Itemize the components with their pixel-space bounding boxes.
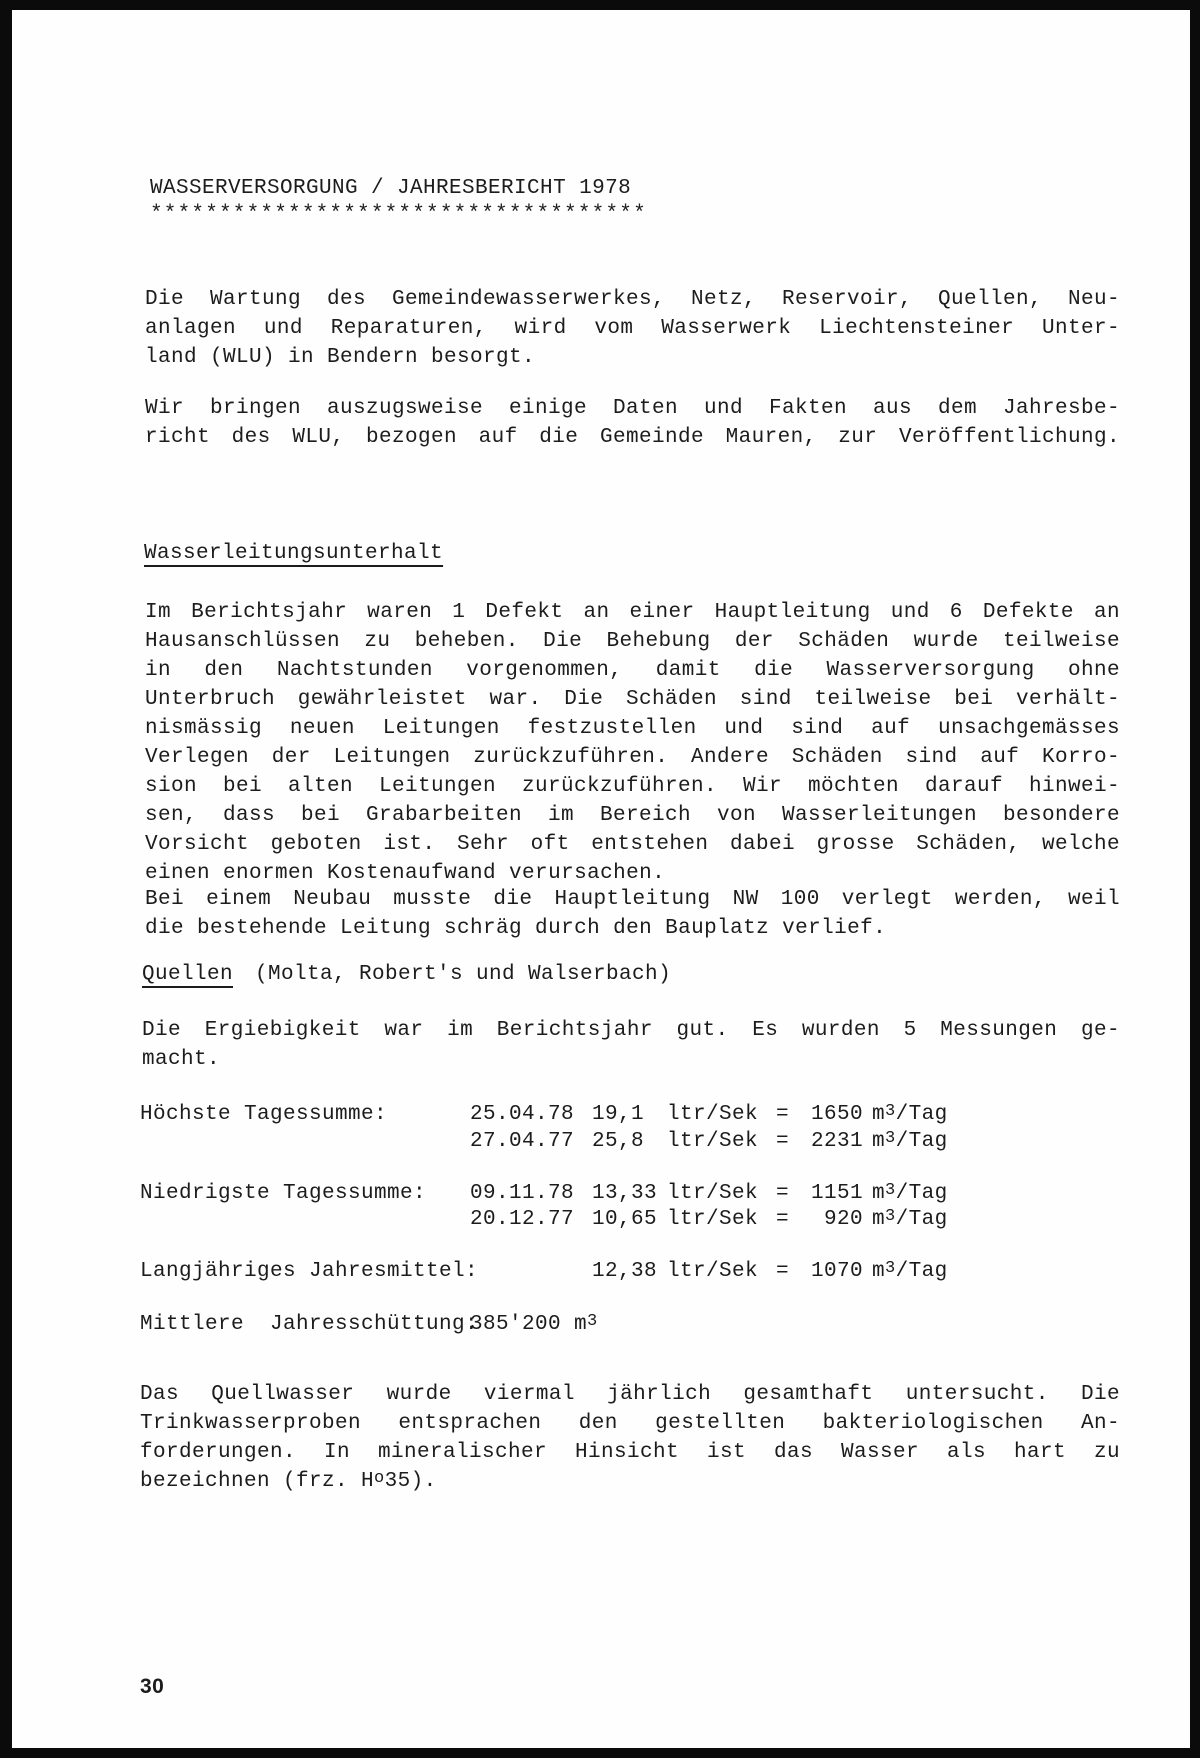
section1-paragraph-2: [145, 885, 1120, 943]
equals-sign: =: [776, 1130, 790, 1153]
flow-value: 19,1: [592, 1103, 645, 1126]
measurement-date: 20.12.77: [470, 1208, 575, 1231]
section2-paragraph-2: [140, 1380, 1120, 1496]
row-label: Langjähriges Jahresmittel:: [140, 1260, 479, 1283]
flow-unit: ltr/Sek: [667, 1182, 759, 1205]
text-line: forderungen. In mineralischer Hinsicht ist das Wasser als hart zu: [140, 1441, 1120, 1464]
text-line: Trinkwasserproben entsprachen den gestellten bakteriologischen An-: [140, 1412, 1120, 1435]
volume-unit: $m^3$/Tag: [872, 1259, 948, 1283]
text-line: sion bei alten Leitungen zurückzuführen. Wir möchten darauf hinwei-: [145, 775, 1120, 798]
equals-sign: =: [776, 1182, 790, 1205]
text-line: Die Wartung des Gemeindewasserwerkes, Netz, Reservoir, Quellen, Neu-: [145, 288, 1120, 311]
section1-paragraph-1: [145, 598, 1120, 888]
volume-value: 920: [823, 1208, 863, 1231]
mean-annual-flow-value: 385'200 $m^3$: [470, 1312, 598, 1336]
text-line: Im Berichtsjahr waren 1 Defekt an einer Hauptleitung und 6 Defekte an: [145, 601, 1120, 624]
volume-value: 1650: [810, 1103, 863, 1126]
section2-paragraph-1: [142, 1016, 1120, 1074]
intro-paragraph-1: [145, 285, 1120, 372]
section-heading-quellen: Quellen: [142, 963, 234, 986]
volume-value: 1151: [810, 1182, 863, 1205]
text-line: Das Quellwasser wurde viermal jährlich gesamthaft untersucht. Die: [140, 1383, 1120, 1406]
section-heading-wasserleitungsunterhalt: Wasserleitungsunterhalt: [144, 542, 444, 565]
text-line: Hausanschlüssen zu beheben. Die Behebung der Schäden wurde teilweise: [145, 630, 1120, 653]
flow-value: 25,8: [592, 1130, 645, 1153]
row-label: Niedrigste Tagessumme:: [140, 1182, 427, 1205]
flow-value: 13,33: [592, 1182, 658, 1205]
measurement-date: 27.04.77: [470, 1130, 575, 1153]
equals-sign: =: [776, 1260, 790, 1283]
text-line: anlagen und Reparaturen, wird vom Wasserwerk Liechtensteiner Unter-: [145, 317, 1120, 340]
flow-unit: ltr/Sek: [667, 1208, 759, 1231]
text-line: Die Ergiebigkeit war im Berichtsjahr gut. Es wurden 5 Messungen ge-: [142, 1019, 1120, 1042]
text-line: Verlegen der Leitungen zurückzuführen. Andere Schäden sind auf Korro-: [145, 746, 1120, 769]
equals-sign: =: [776, 1103, 790, 1126]
text-line: Bei einem Neubau musste die Hauptleitung NW 100 verlegt werden, weil: [145, 888, 1120, 911]
text-line: Unterbruch gewährleistet war. Die Schäden sind teilweise bei verhält-: [145, 688, 1120, 711]
volume-value: 2231: [810, 1130, 863, 1153]
volume-unit: $m^3$/Tag: [872, 1129, 948, 1153]
volume-unit: $m^3$/Tag: [872, 1207, 948, 1231]
equals-sign: =: [776, 1208, 790, 1231]
title-asterisk-rule: ************************************: [150, 203, 647, 226]
page-number: 30: [140, 1675, 165, 1698]
text-line: Wir bringen auszugsweise einige Daten und Fakten aus dem Jahresbe-: [145, 397, 1120, 420]
row-label: Höchste Tagessumme:: [140, 1103, 388, 1126]
flow-unit: ltr/Sek: [667, 1260, 759, 1283]
flow-value: 12,38: [592, 1260, 658, 1283]
mean-annual-flow-label: Mittlere Jahresschüttung:: [140, 1313, 479, 1336]
flow-unit: ltr/Sek: [667, 1130, 759, 1153]
volume-unit: $m^3$/Tag: [872, 1181, 948, 1205]
measurement-date: 09.11.78: [470, 1182, 575, 1205]
text-line: die bestehende Leitung schräg durch den Bauplatz verlief.: [145, 917, 887, 940]
text-line: sen, dass bei Grabarbeiten im Bereich von Wasserleitungen besondere: [145, 804, 1120, 827]
text-line: einen enormen Kostenaufwand verursachen.: [145, 862, 666, 885]
measurement-date: 25.04.78: [470, 1103, 575, 1126]
report-title: WASSERVERSORGUNG / JAHRESBERICHT 1978: [150, 177, 632, 200]
flow-unit: ltr/Sek: [667, 1103, 759, 1126]
quellen-sources-note: (Molta, Robert's und Walserbach): [255, 963, 672, 986]
text-line: in den Nachtstunden vorgenommen, damit die Wasserversorgung ohne: [145, 659, 1120, 682]
volume-value: 1070: [810, 1260, 863, 1283]
text-line: nismässig neuen Leitungen festzustellen und sind auf unsachgemässes: [145, 717, 1120, 740]
text-line: bezeichnen (frz. $H^o35$).: [140, 1469, 437, 1493]
flow-value: 10,65: [592, 1208, 658, 1231]
document-page: [12, 10, 1190, 1748]
intro-paragraph-2: [145, 394, 1120, 452]
text-line: macht.: [142, 1048, 221, 1071]
text-line: land (WLU) in Bendern besorgt.: [145, 346, 536, 369]
text-line: Vorsicht geboten ist. Sehr oft entstehen dabei grosse Schäden, welche: [145, 833, 1120, 856]
volume-unit: $m^3$/Tag: [872, 1102, 948, 1126]
text-line: richt des WLU, bezogen auf die Gemeinde Mauren, zur Veröffentlichung.: [145, 426, 1120, 449]
